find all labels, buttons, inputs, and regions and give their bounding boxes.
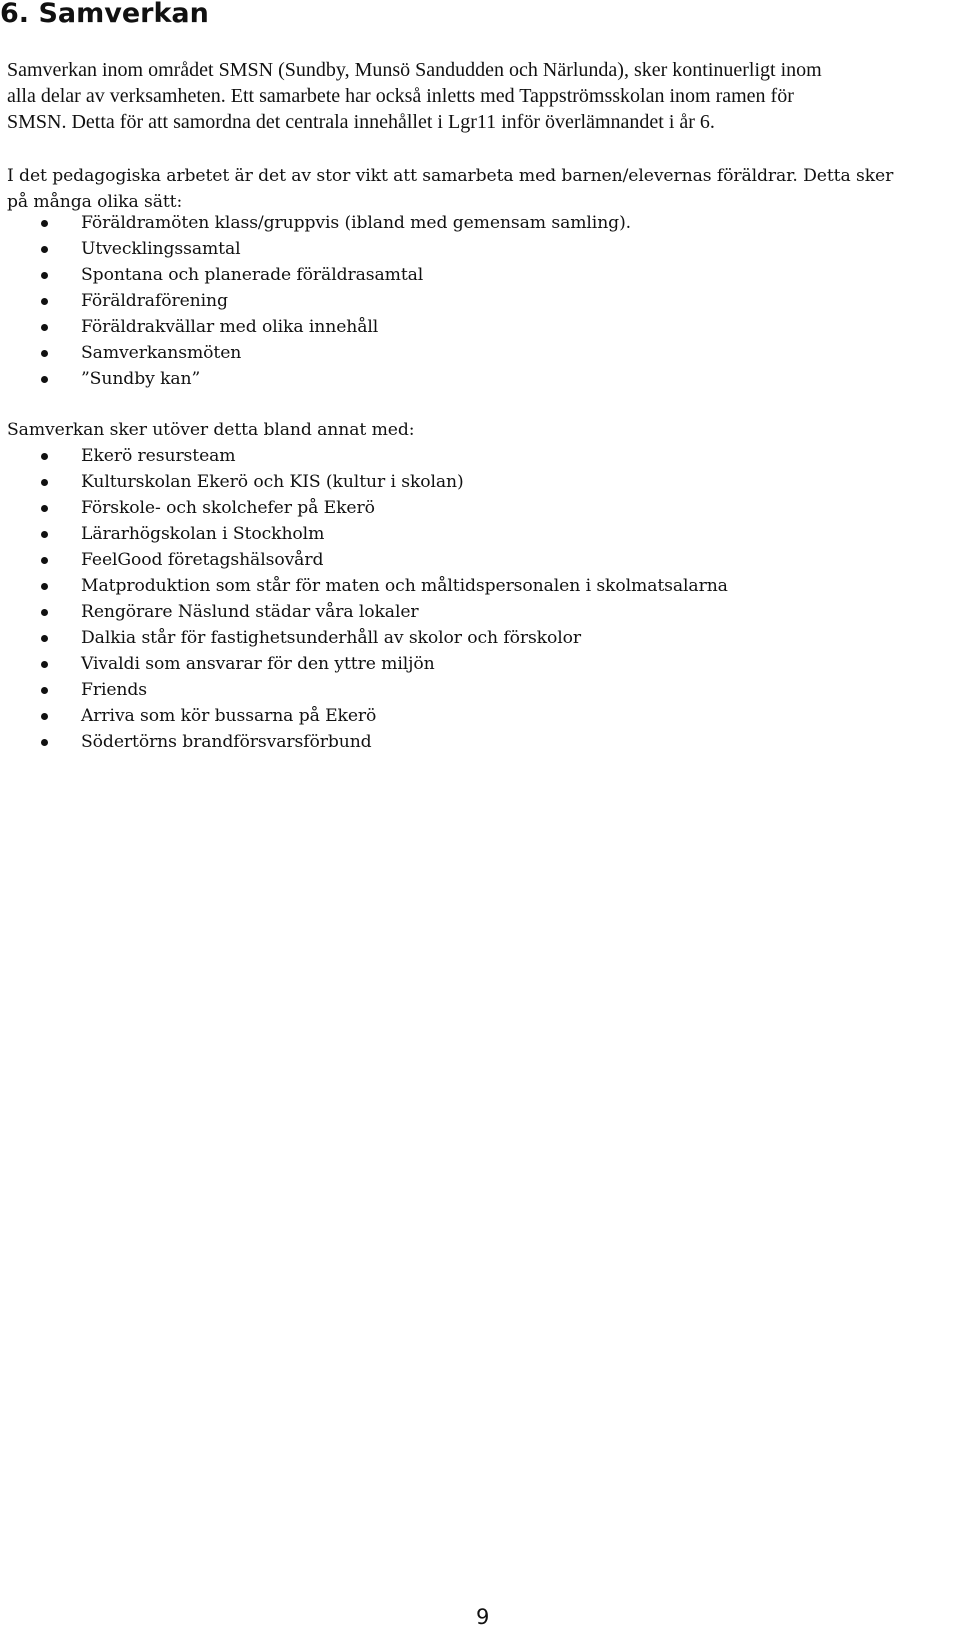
page-number: 9 bbox=[476, 1605, 490, 1629]
list-item-text: FeelGood företagshälsovård bbox=[81, 550, 324, 570]
bullet-icon bbox=[41, 531, 48, 538]
intro-paragraph bbox=[7, 57, 957, 135]
list-item-text: Vivaldi som ansvarar för den yttre miljön bbox=[81, 654, 435, 674]
list-item-text: Samverkansmöten bbox=[81, 343, 242, 363]
list-item-text: Föräldraförening bbox=[81, 291, 228, 311]
list-item-text: Kulturskolan Ekerö och KIS (kultur i skolan) bbox=[81, 472, 464, 492]
list-item-text: Förskole- och skolchefer på Ekerö bbox=[81, 498, 375, 518]
bullet-icon bbox=[41, 583, 48, 590]
list-item-text: Rengörare Näslund städar våra lokaler bbox=[81, 602, 419, 622]
list-item-text: Föräldrakvällar med olika innehåll bbox=[81, 317, 379, 337]
list-item-text: Spontana och planerade föräldrasamtal bbox=[81, 265, 424, 285]
section-heading: 6. Samverkan bbox=[0, 0, 209, 29]
bullet-icon bbox=[41, 661, 48, 668]
bullet-icon bbox=[41, 376, 48, 383]
bullet-icon bbox=[41, 739, 48, 746]
bullet-icon bbox=[41, 272, 48, 279]
bullet-icon bbox=[41, 350, 48, 357]
list-item-text: Föräldramöten klass/gruppvis (ibland med gemensam samling). bbox=[81, 213, 632, 233]
bullet-icon bbox=[41, 324, 48, 331]
bullet-icon bbox=[41, 505, 48, 512]
list-item-text: Södertörns brandförsvarsförbund bbox=[81, 732, 372, 752]
list-item-text: Dalkia står för fastighetsunderhåll av skolor och förskolor bbox=[81, 628, 581, 648]
bullet-icon bbox=[41, 246, 48, 253]
list-item-text: Matproduktion som står för maten och måltidspersonalen i skolmatsalarna bbox=[81, 576, 728, 596]
paragraph-line: I det pedagogiska arbetet är det av stor vikt att samarbeta med barnen/elevernas föräldrar. Detta sker bbox=[7, 166, 894, 186]
bullet-icon bbox=[41, 220, 48, 227]
list-item-text: Lärarhögskolan i Stockholm bbox=[81, 524, 325, 544]
paragraph-line: SMSN. Detta för att samordna det centrala innehållet i Lgr11 inför överlämnandet i år 6. bbox=[7, 111, 715, 133]
list-item-text: Utvecklingssamtal bbox=[81, 239, 241, 259]
bullet-icon bbox=[41, 557, 48, 564]
bullet-icon bbox=[41, 609, 48, 616]
list-item-text: Friends bbox=[81, 680, 148, 700]
bullet-icon bbox=[41, 453, 48, 460]
bullet-icon bbox=[41, 713, 48, 720]
list-item-text: ”Sundby kan” bbox=[81, 369, 201, 389]
bullet-icon bbox=[41, 687, 48, 694]
bullet-icon bbox=[41, 635, 48, 642]
paragraph-line: Samverkan inom området SMSN (Sundby, Munsö Sandudden och Närlunda), sker kontinuerligt inom bbox=[7, 59, 822, 81]
parents-paragraph bbox=[7, 163, 957, 215]
partners-intro: Samverkan sker utöver detta bland annat med: bbox=[7, 420, 415, 440]
bullet-icon bbox=[41, 298, 48, 305]
bullet-icon bbox=[41, 479, 48, 486]
paragraph-line: alla delar av verksamheten. Ett samarbete har också inletts med Tappströmsskolan inom ramen för bbox=[7, 85, 794, 107]
paragraph-line: på många olika sätt: bbox=[7, 192, 183, 212]
list-item-text: Arriva som kör bussarna på Ekerö bbox=[81, 706, 377, 726]
list-item-text: Ekerö resursteam bbox=[81, 446, 236, 466]
